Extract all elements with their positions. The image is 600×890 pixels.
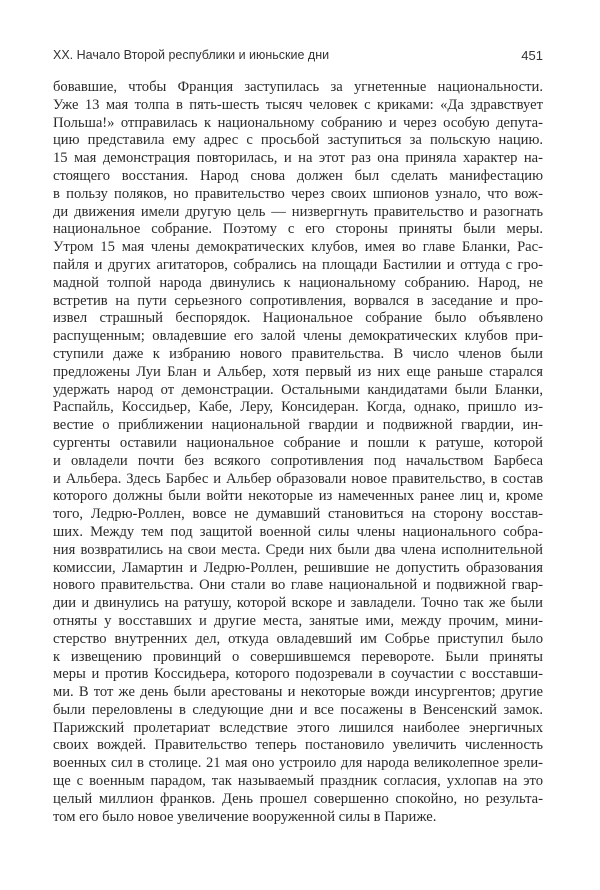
- text-line: целый миллион франков. День прошел совершенно спокойно, но результа-: [53, 790, 543, 807]
- page-number: 451: [521, 48, 543, 63]
- text-line: Парижский пролетариат вследствие этого лишился наиболее энергичных: [53, 719, 543, 736]
- text-line: вестие о приближении национальной гвардии и подвижной гвардии, ин-: [53, 417, 543, 434]
- text-line: стоящего восстания. Народ снова должен был сделать манифестацию: [53, 167, 543, 184]
- text-line: которого должны были войти некоторые из намеченных ранее лиц и, кроме: [53, 488, 543, 505]
- text-line: и Альбера. Здесь Барбес и Альбер образовали новое правительство, в состав: [53, 470, 543, 487]
- text-line: Уже 13 мая толпа в пять-шесть тысяч человек с криками: «Да здравствует: [53, 96, 543, 113]
- text-line: ших. Между тем под защитой военной силы члены национального собра-: [53, 523, 543, 540]
- text-line: встретив на пути серьезного сопротивления, ворвался в заседание и про-: [53, 292, 543, 309]
- text-line: дии и двинулись на ратушу, которой вскоре и завладели. Точно так же были: [53, 595, 543, 612]
- text-line: мадной толпой народа двинулись к национальному собранию. Народ, не: [53, 274, 543, 291]
- text-line: военных сил в столице. 21 мая оно устроило для народа великолепное зрели-: [53, 755, 543, 772]
- text-line: Утром 15 мая члены демократических клубов, имея во главе Бланки, Рас-: [53, 239, 543, 256]
- text-line: стерство внутренних дел, откуда овладевший им Собрье приступил было: [53, 630, 543, 647]
- text-line: ще с военным парадом, так называемый праздник согласия, ухлопав на это: [53, 773, 543, 790]
- text-line: нового правительства. Они стали во главе национальной и подвижной гвар-: [53, 577, 543, 594]
- text-line: Распайль, Коссидьер, Кабе, Леру, Консидеран. Когда, однако, пришло из-: [53, 399, 543, 416]
- text-line: предложены Луи Блан и Альбер, хотя первый из них еще раньше старался: [53, 363, 543, 380]
- text-line: того, Ледрю-Роллен, вовсе не думавший становиться на сторону восстав-: [53, 506, 543, 523]
- text-line: Польша!» отправилась к национальному собранию и через особую депута-: [53, 114, 543, 131]
- running-header: [53, 48, 543, 66]
- text-line: извел страшный беспорядок. Национальное собрание было объявлено: [53, 310, 543, 327]
- text-line: 15 мая демонстрация повторилась, и на этот раз она приняла характер на-: [53, 150, 543, 167]
- text-line: цию представила ему адрес с просьбой заступиться за польскую нацию.: [53, 132, 543, 149]
- text-line: национальное собрание. Поэтому с его стороны приняты были меры.: [53, 221, 543, 238]
- body-text: [53, 79, 543, 826]
- text-line: и овладели почти без всякого сопротивления под начальством Барбеса: [53, 452, 543, 469]
- text-line: были переловлены в следующие дни и все посажены в Венсенский замок.: [53, 701, 543, 718]
- text-line: распущенным; овладевшие его залой члены демократических клубов при-: [53, 328, 543, 345]
- text-line: сургенты оставили национальное собрание и пошли к ратуше, которой: [53, 434, 543, 451]
- text-line: ступили даже к избранию нового правительства. В число членов были: [53, 345, 543, 362]
- text-line: том его было новое увеличение вооруженной силы в Париже.: [53, 808, 437, 825]
- text-line: меры и против Коссидьера, которого подозревали в соучастии с восставши-: [53, 666, 543, 683]
- text-line: комиссии, Ламартин и Ледрю-Роллен, решившие не допустить образования: [53, 559, 543, 576]
- text-line: удержать народ от демонстрации. Остальными кандидатами были Бланки,: [53, 381, 543, 398]
- text-line: бовавшие, чтобы Франция заступилась за угнетенные национальности.: [53, 79, 543, 95]
- text-line: отняты у восставших и другие места, занятые ими, между прочим, мини-: [53, 612, 543, 629]
- text-line: ния возвратились на свои места. Среди них были два члена исполнительной: [53, 541, 543, 558]
- text-line: к извещению провинций о совершившемся перевороте. Были приняты: [53, 648, 543, 665]
- text-line: своих вождей. Правительство теперь постановило увеличить численность: [53, 737, 543, 754]
- text-line: ми. В тот же день были арестованы и некоторые вожди инсургентов; другие: [53, 684, 543, 701]
- text-line: пайля и других агитаторов, собрались на площади Бастилии и оттуда с гро-: [53, 256, 543, 273]
- text-line: в пользу поляков, но правительство через своих шпионов узнало, что вож-: [53, 185, 543, 202]
- running-title: XX. Начало Второй республики и июньские дни: [53, 48, 330, 62]
- text-line: ди движения имели другую цель — низвергнуть правительство и разогнать: [53, 203, 543, 220]
